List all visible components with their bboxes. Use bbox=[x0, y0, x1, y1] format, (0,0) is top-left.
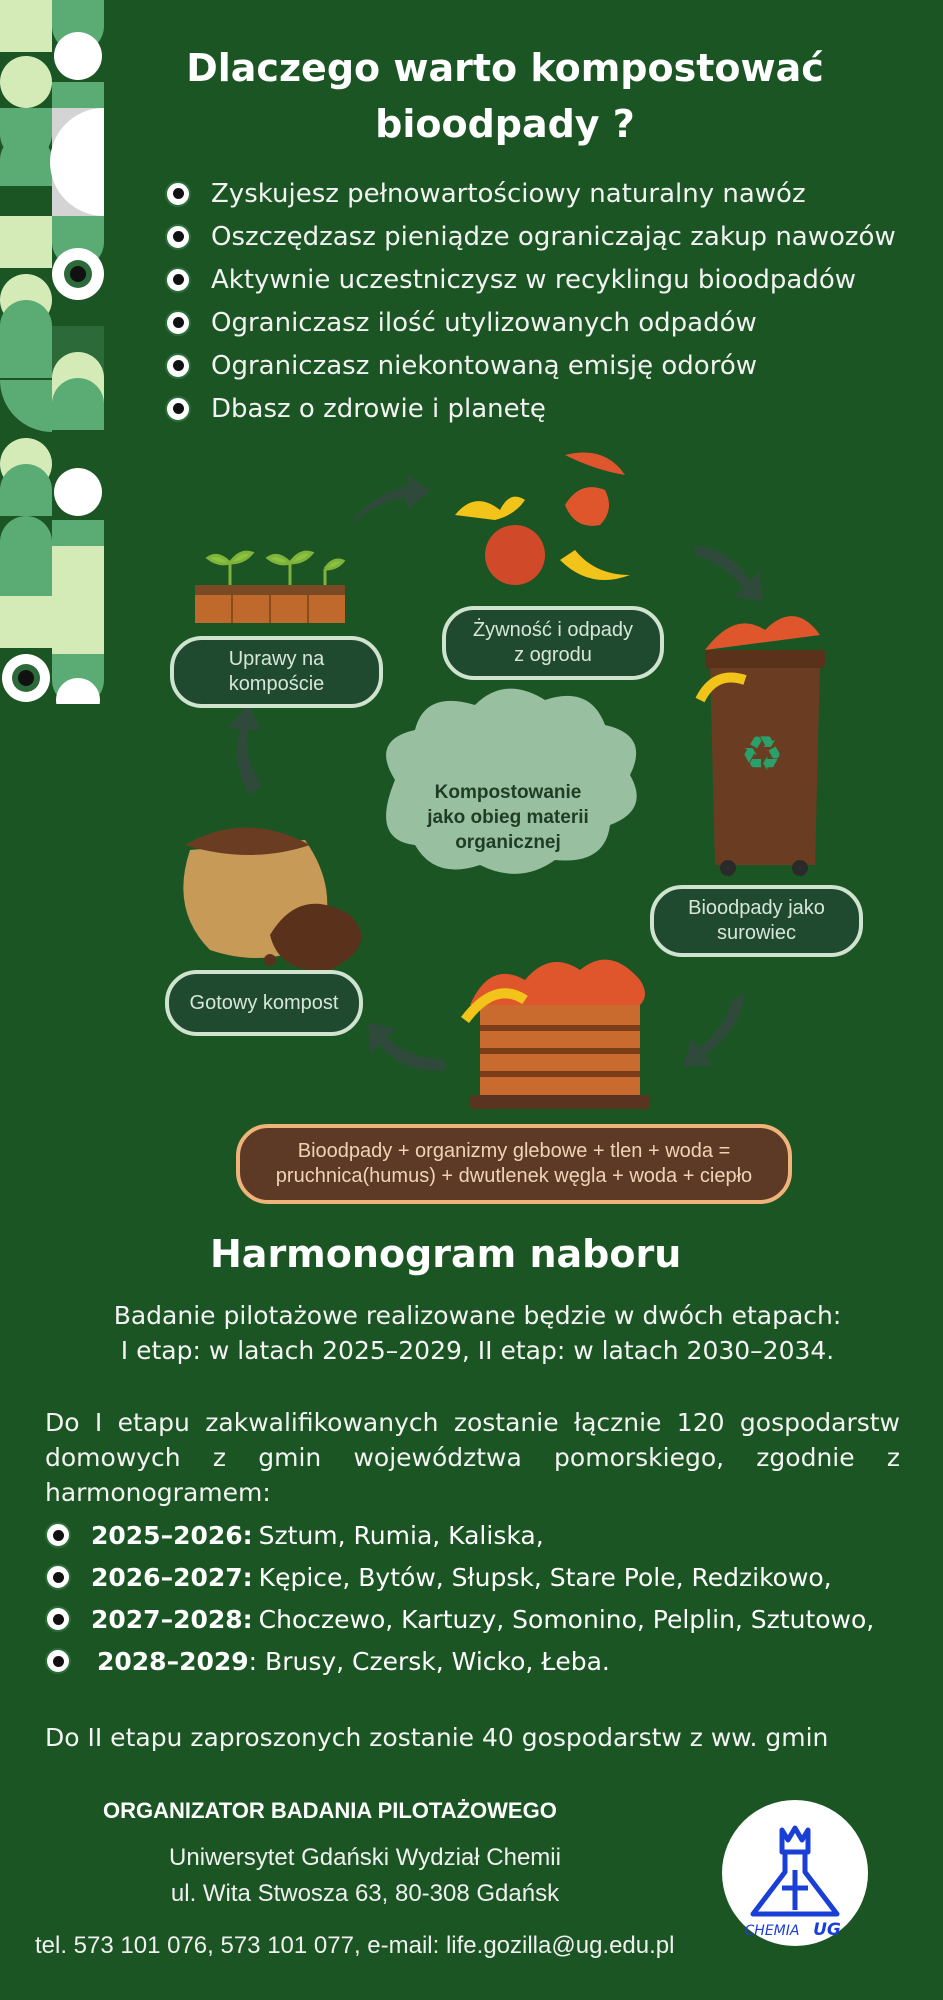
radio-bullet-icon bbox=[45, 1564, 71, 1590]
food-waste-icon bbox=[455, 453, 630, 586]
label-bioodpady: Bioodpady jako surowiec bbox=[650, 885, 863, 957]
list-item: Ograniczasz ilość utylizowanych odpadów bbox=[165, 301, 896, 344]
schedule-intro: Badanie pilotażowe realizowane będzie w dwóch etapach: I etap: w latach 2025–2029, II etap: w latach 2030–2034. bbox=[113, 1301, 842, 1365]
cycle-center-label: Kompostowanie jako obieg materii organicznej bbox=[427, 782, 589, 853]
list-item: Ograniczasz niekontowaną emisję odorów bbox=[165, 344, 896, 387]
recycle-icon: ♻ bbox=[740, 726, 784, 782]
seedlings-icon bbox=[195, 552, 345, 623]
organizer-title: ORGANIZATOR BADANIA PILOTAŻOWEGO bbox=[103, 1798, 557, 1823]
list-item: 2028–2029 : Brusy, Czersk, Wicko, Łeba. bbox=[45, 1640, 874, 1682]
schedule-paragraph: Do I etapu zakwalifikowanych zostanie łącznie 120 gospodarstw domowych z gmin województwa pomorskiego, zgodnie z harmonogramem: bbox=[45, 1408, 900, 1507]
radio-bullet-icon bbox=[45, 1648, 71, 1674]
label-uprawy: Uprawy na kompoście bbox=[170, 636, 383, 708]
list-item: Aktywnie uczestniczysz w recyklingu bioodpadów bbox=[165, 258, 896, 301]
label-zywnosc: Żywność i odpady z ogrodu bbox=[442, 606, 664, 680]
radio-bullet-icon bbox=[165, 310, 191, 336]
contact-line: tel. 573 101 076, 573 101 077, e-mail: life.gozilla@ug.edu.pl bbox=[35, 1932, 675, 1959]
stage2-text: Do II etapu zaproszonych zostanie 40 gospodarstw z ww. gmin bbox=[45, 1723, 829, 1752]
radio-bullet-icon bbox=[45, 1522, 71, 1548]
radio-bullet-icon bbox=[45, 1606, 71, 1632]
chemia-ug-logo bbox=[722, 1800, 868, 1946]
radio-bullet-icon bbox=[165, 353, 191, 379]
list-item: 2027–2028: Choczewo, Kartuzy, Somonino, Pelplin, Sztutowo, bbox=[45, 1598, 874, 1640]
equation-label: Bioodpady + organizmy glebowe + tlen + woda = pruchnica(humus) + dwutlenek węgla + woda + ciepło bbox=[236, 1124, 792, 1204]
page-title: Dlaczego warto kompostować bioodpady ? bbox=[186, 46, 824, 146]
list-item: Oszczędzasz pieniądze ograniczając zakup nawozów bbox=[165, 215, 896, 258]
compost-crate-icon bbox=[465, 960, 650, 1109]
svg-text:UG: UG bbox=[813, 1920, 841, 1940]
schedule-list bbox=[45, 1514, 874, 1682]
radio-bullet-icon bbox=[165, 224, 191, 250]
radio-bullet-icon bbox=[165, 396, 191, 422]
svg-text:CHEMIA: CHEMIA bbox=[744, 1923, 800, 1939]
label-gotowy-kompost: Gotowy kompost bbox=[165, 970, 363, 1036]
list-item: Zyskujesz pełnowartościowy naturalny nawóz bbox=[165, 172, 896, 215]
organizer-address: Uniwersytet Gdański Wydział Chemii ul. Wita Stwosza 63, 80-308 Gdańsk bbox=[169, 1844, 561, 1907]
compost-sack-icon bbox=[183, 828, 361, 971]
decorative-pattern bbox=[0, 0, 104, 704]
list-item: 2026–2027: Kępice, Bytów, Słupsk, Stare Pole, Redzikowo, bbox=[45, 1556, 874, 1598]
radio-bullet-icon bbox=[165, 181, 191, 207]
radio-bullet-icon bbox=[165, 267, 191, 293]
list-item: Dbasz o zdrowie i planetę bbox=[165, 387, 896, 430]
list-item: 2025–2026: Sztum, Rumia, Kaliska, bbox=[45, 1514, 874, 1556]
schedule-heading: Harmonogram naboru bbox=[210, 1232, 682, 1276]
benefits-list bbox=[165, 172, 896, 430]
